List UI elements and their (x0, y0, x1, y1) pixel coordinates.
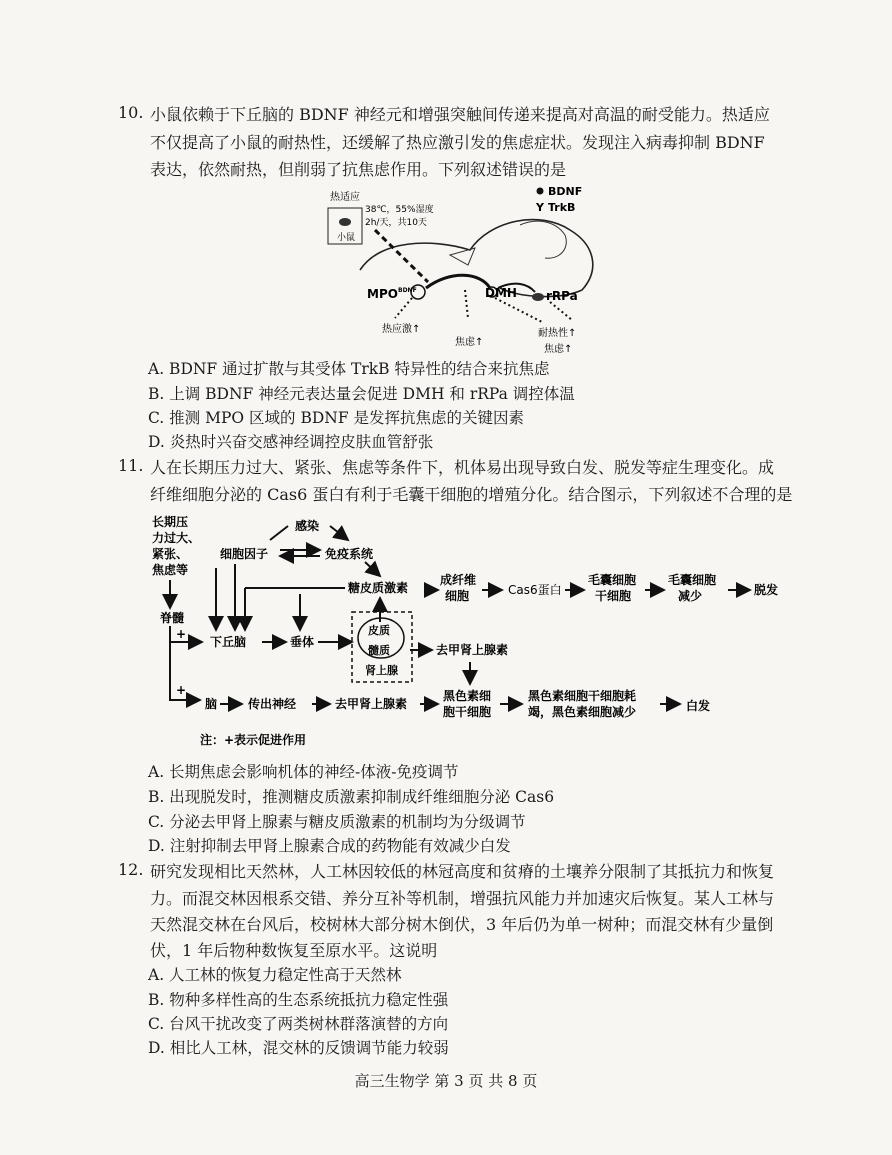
fig10-out2: 焦虑↑ (455, 337, 484, 348)
mpo-dmh-arrow (426, 275, 490, 288)
question-10-line-1: 小鼠依赖于下丘脑的 BDNF 神经元和增强突触间传递来提高对高温的耐受能力。热适应 (150, 105, 770, 124)
fig10-legend-trkb: TrkB (548, 201, 576, 214)
fig10-legend-bdnf: BDNF (548, 185, 583, 198)
fig11-plus-2: + (176, 683, 187, 697)
page-footer: 高三生物学 第 3 页 共 8 页 (354, 1072, 538, 1090)
fig10-mpo: MPO (367, 287, 398, 301)
rrpa-neuron-icon (532, 293, 544, 301)
fig11-pituitary: 垂体 (290, 635, 315, 649)
question-10-number: 10. (118, 103, 144, 122)
trkb-receptor-icon: Y (536, 201, 544, 214)
arrow-infection-cytokine (270, 526, 288, 540)
fig10-out3: 耐热性↑ (538, 328, 577, 339)
question-12-line-1: 研究发现相比天然林，人工林因较低的林冠高度和贫瘠的土壤养分限制了其抵抗力和恢复 (150, 862, 775, 881)
fig10-rrpa: rRPa (546, 289, 578, 303)
fig11-fibro-2: 细胞 (445, 589, 470, 603)
fig10-out4: 焦虑↑ (544, 344, 573, 355)
fig10-cond1: 38℃，55%湿度 (365, 205, 434, 215)
fig11-note: 注：+表示促进作用 (200, 733, 307, 747)
out-arrow-3 (495, 298, 542, 322)
question-10-figure (320, 180, 620, 360)
fig10-heat-adapt: 热适应 (330, 192, 360, 203)
fig10-out1: 热应激↑ (382, 324, 421, 335)
fig11-hypo: 下丘脑 (210, 635, 247, 649)
fig11-fibro-1: 成纤维 (440, 573, 477, 587)
question-12-number: 12. (118, 860, 144, 879)
q10-option-d: D. 炎热时兴奋交感神经调控皮肤血管舒张 (148, 433, 434, 451)
fig11-gluco: 糖皮质激素 (348, 581, 409, 595)
fig11-hairloss: 脱发 (754, 583, 779, 597)
fig11-spine: 脊髓 (160, 611, 185, 625)
q11-option-a: A. 长期焦虑会影响机体的神经-体液-免疫调节 (148, 763, 459, 781)
q11-option-c: C. 分泌去甲肾上腺素与糖皮质激素的机制均为分级调节 (148, 813, 526, 831)
fig11-melsc-2: 胞干细胞 (443, 705, 492, 719)
q12-option-b: B. 物种多样性高的生态系统抵抗力稳定性强 (148, 991, 449, 1009)
fig11-stress-1: 长期压 (152, 515, 189, 529)
question-12-line-2: 力。而混交林因根系交错、养分互补等机制，增强抗风能力并加速灾后恢复。某人工林与 (150, 889, 775, 908)
fig11-plus-1: + (176, 627, 187, 641)
question-11-line-2: 纤维细胞分泌的 Cas6 蛋白有利于毛囊干细胞的增殖分化。结合图示，下列叙述不合理的是 (150, 485, 793, 504)
fig11-efferent: 传出神经 (248, 697, 297, 711)
q11-option-b: B. 出现脱发时，推测糖皮质激素抑制成纤维细胞分泌 Cas6 (148, 788, 555, 806)
out-arrow-4 (550, 302, 572, 320)
fig11-ne2: 去甲肾上腺素 (335, 697, 408, 711)
fig11-infection: 感染 (295, 519, 320, 533)
fig11-cytokine: 细胞因子 (220, 547, 269, 561)
fig11-meldep-2: 竭，黑色素细胞减少 (528, 705, 637, 719)
ventricle-outline (450, 248, 475, 265)
fig11-hfsc-1: 毛囊细胞 (588, 573, 637, 587)
heat-input-arrow (375, 230, 428, 282)
out-arrow-1 (395, 298, 412, 318)
fig11-cas6: Cas6蛋白 (508, 583, 562, 597)
question-11-figure (140, 512, 800, 752)
fig10-mouse-label: 小鼠 (337, 233, 356, 243)
q12-option-c: C. 台风干扰改变了两类树林群落演替的方向 (148, 1015, 449, 1033)
fig11-adrenal: 肾上腺 (365, 664, 398, 677)
brain-outline (360, 220, 593, 297)
question-11-number: 11. (118, 456, 144, 475)
mouse-icon (339, 218, 351, 226)
fig11-white: 白发 (686, 699, 711, 713)
fig10-dmh: DMH (485, 286, 517, 300)
fig11-medulla: 髓质 (368, 644, 390, 657)
arrow-infection-immune (330, 526, 348, 540)
fig11-meldep-1: 黑色素细胞干细胞耗 (528, 689, 637, 703)
fig11-hfdec-1: 毛囊细胞 (668, 573, 717, 587)
arrow-immune-gluco (365, 562, 380, 576)
fig11-brain: 脑 (205, 697, 218, 711)
q10-option-c: C. 推测 MPO 区域的 BDNF 是发挥抗焦虑的关键因素 (148, 409, 525, 427)
fig11-stress-3: 紧张、 (152, 547, 189, 561)
cerebellum-outline (520, 221, 566, 258)
fig11-immune: 免疫系统 (325, 547, 374, 561)
fig11-hfdec-2: 减少 (678, 589, 703, 603)
question-12-line-4: 伏，1 年后物种数恢复至原水平。这说明 (150, 941, 438, 960)
q11-option-d: D. 注射抑制去甲肾上腺素合成的药物能有效减少白发 (148, 837, 511, 855)
q10-option-b: B. 上调 BDNF 神经元表达量会促进 DMH 和 rRPa 调控体温 (148, 385, 575, 403)
fig11-melsc-1: 黑色素细 (443, 689, 492, 703)
fig10-mpo-sup: BDNF (398, 287, 417, 294)
fig10-cond2: 2h/天，共10天 (365, 218, 427, 228)
bdnf-dot-icon (537, 188, 544, 195)
fig11-ne1: 去甲肾上腺素 (436, 643, 509, 657)
q12-option-a: A. 人工林的恢复力稳定性高于天然林 (148, 966, 402, 984)
question-10-line-3: 表达，依然耐热，但削弱了抗焦虑作用。下列叙述错误的是 (150, 160, 567, 179)
question-10-line-2: 不仅提高了小鼠的耐热性，还缓解了热应激引发的焦虑症状。发现注入病毒抑制 BDNF (150, 133, 765, 152)
fig11-hfsc-2: 干细胞 (595, 589, 632, 603)
question-12-line-3: 天然混交林在台风后，校树林大部分树木倒伏，3 年后仍为单一树种；而混交林有少量倒 (150, 915, 774, 934)
fig11-cortex: 皮质 (368, 624, 390, 637)
fig11-stress-2: 力过大、 (152, 531, 201, 545)
q12-option-d: D. 相比人工林，混交林的反馈调节能力较弱 (148, 1039, 449, 1057)
out-arrow-2 (465, 290, 468, 318)
fig11-stress-4: 焦虑等 (152, 563, 189, 577)
q10-option-a: A. BDNF 通过扩散与其受体 TrkB 特异性的结合来抗焦虑 (148, 360, 550, 378)
question-11-line-1: 人在长期压力过大、紧张、焦虑等条件下，机体易出现导致白发、脱发等症生理变化。成 (150, 458, 775, 477)
